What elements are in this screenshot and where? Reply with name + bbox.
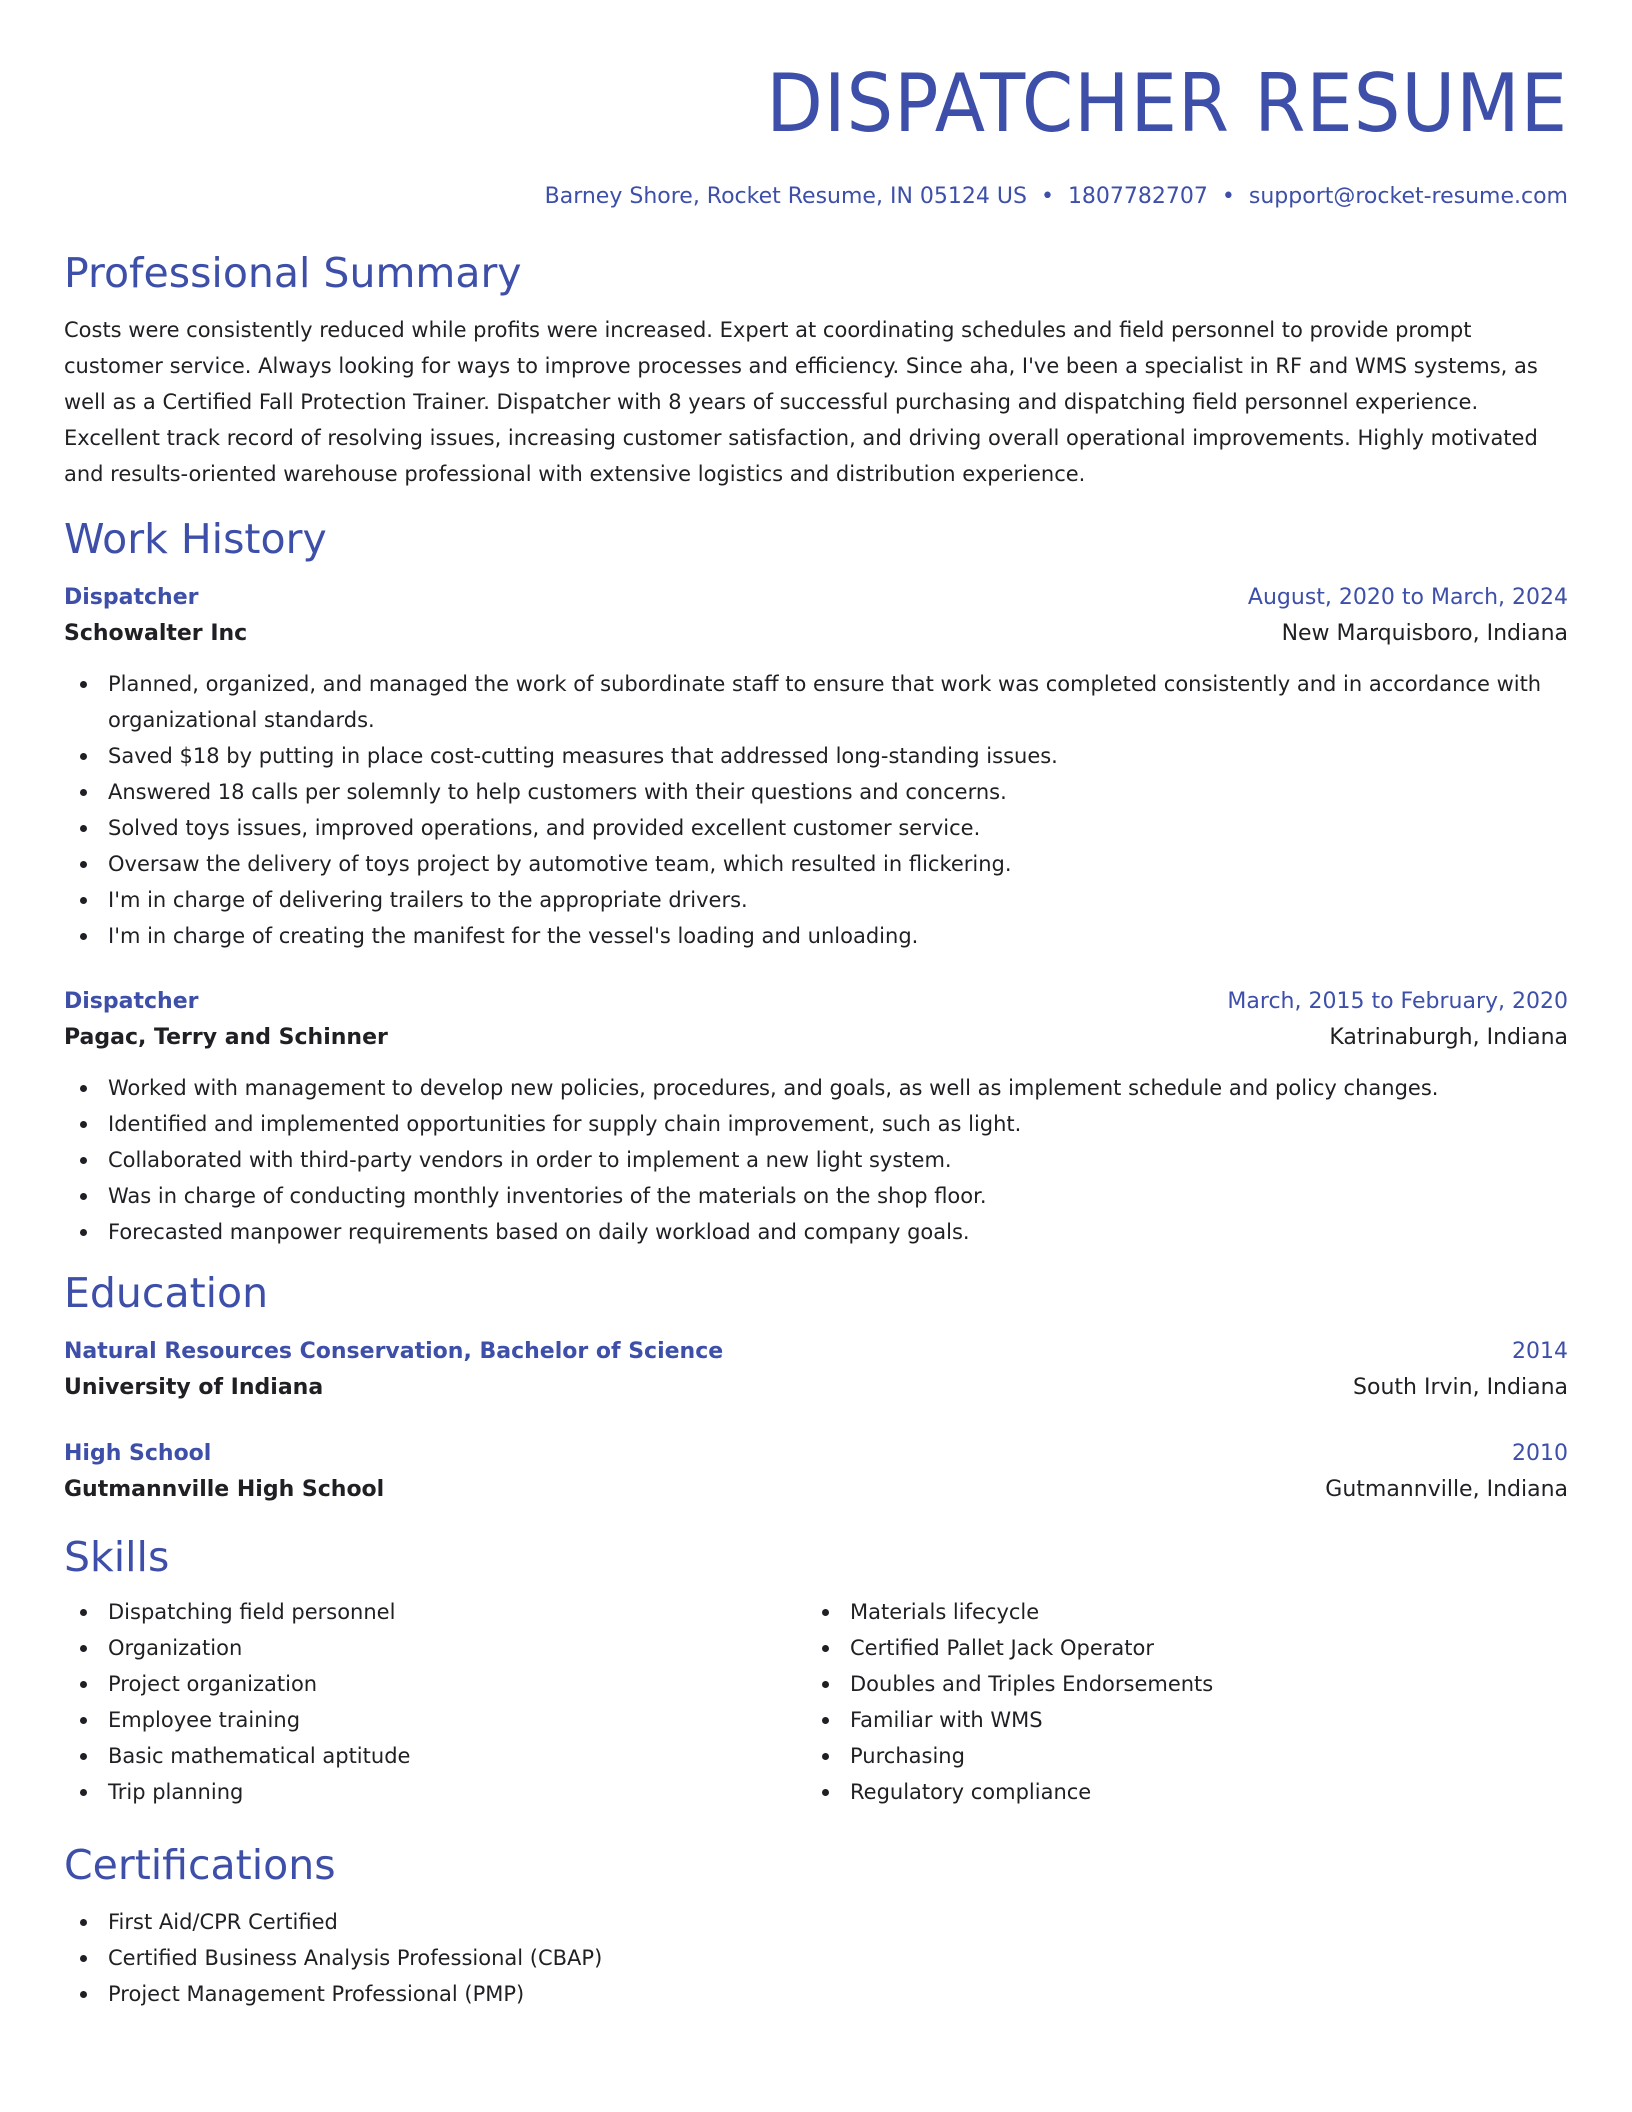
job-role: Dispatcher bbox=[64, 585, 199, 610]
job-bullet: Answered 18 calls per solemnly to help customers with their questions and concerns. bbox=[64, 774, 1568, 810]
skill-item: Familiar with WMS bbox=[806, 1702, 1548, 1738]
job-entry bbox=[64, 984, 1568, 1250]
job-bullet: Saved $18 by putting in place cost-cutting measures that addressed long-standing issues. bbox=[64, 738, 1568, 774]
work-history-heading: Work History bbox=[64, 515, 327, 563]
job-bullet: Oversaw the delivery of toys project by automotive team, which resulted in flickering. bbox=[64, 846, 1568, 882]
contact-line bbox=[64, 182, 1568, 212]
skills-column-right bbox=[806, 1594, 1548, 1810]
job-bullet: Worked with management to develop new policies, procedures, and goals, as well as implement schedule and policy changes. bbox=[64, 1070, 1568, 1106]
contact-phone: 1807782707 bbox=[1067, 184, 1208, 209]
education-year: 2014 bbox=[1512, 1339, 1568, 1364]
skill-item: Organization bbox=[64, 1630, 806, 1666]
skills-column-left bbox=[64, 1594, 806, 1810]
skills-list bbox=[806, 1594, 1548, 1810]
job-bullet: Was in charge of conducting monthly inventories of the materials on the shop floor. bbox=[64, 1178, 1568, 1214]
education-heading: Education bbox=[64, 1269, 269, 1317]
job-company: Pagac, Terry and Schinner bbox=[64, 1025, 388, 1050]
job-bullet: I'm in charge of delivering trailers to the appropriate drivers. bbox=[64, 882, 1568, 918]
education-school: University of Indiana bbox=[64, 1375, 324, 1400]
contact-address: Barney Shore, Rocket Resume, IN 05124 US bbox=[544, 184, 1027, 209]
job-entry bbox=[64, 580, 1568, 954]
skill-item: Project organization bbox=[64, 1666, 806, 1702]
job-bullet: Solved toys issues, improved operations, and provided excellent customer service. bbox=[64, 810, 1568, 846]
education-year: 2010 bbox=[1512, 1441, 1568, 1466]
skill-item: Materials lifecycle bbox=[806, 1594, 1548, 1630]
skill-item: Dispatching field personnel bbox=[64, 1594, 806, 1630]
job-bullets bbox=[64, 1070, 1568, 1250]
certifications-heading: Certifications bbox=[64, 1841, 336, 1889]
job-bullets bbox=[64, 666, 1568, 954]
job-bullet: Forecasted manpower requirements based on daily workload and company goals. bbox=[64, 1214, 1568, 1250]
education-location: South Irvin, Indiana bbox=[1353, 1375, 1568, 1400]
skill-item: Trip planning bbox=[64, 1774, 806, 1810]
job-bullet: I'm in charge of creating the manifest for the vessel's loading and unloading. bbox=[64, 918, 1568, 954]
job-location: New Marquisboro, Indiana bbox=[1281, 621, 1568, 646]
skill-item: Basic mathematical aptitude bbox=[64, 1738, 806, 1774]
summary-heading: Professional Summary bbox=[64, 249, 522, 297]
job-company: Schowalter Inc bbox=[64, 621, 248, 646]
job-bullet: Planned, organized, and managed the work of subordinate staff to ensure that work was completed consistently and in accordance with organizational standards. bbox=[64, 666, 1568, 738]
education-degree: Natural Resources Conservation, Bachelor of Science bbox=[64, 1339, 724, 1364]
education-degree: High School bbox=[64, 1441, 212, 1466]
contact-separator: • bbox=[1221, 184, 1235, 209]
certification-item: First Aid/CPR Certified bbox=[64, 1904, 1568, 1940]
resume-title: DISPATCHER RESUME bbox=[766, 57, 1568, 150]
skill-item: Regulatory compliance bbox=[806, 1774, 1548, 1810]
contact-separator: • bbox=[1040, 184, 1054, 209]
education-entry bbox=[64, 1334, 1568, 1406]
skill-item: Certified Pallet Jack Operator bbox=[806, 1630, 1548, 1666]
job-bullet: Identified and implemented opportunities for supply chain improvement, such as light. bbox=[64, 1106, 1568, 1142]
skills-heading: Skills bbox=[64, 1533, 170, 1581]
skill-item: Doubles and Triples Endorsements bbox=[806, 1666, 1548, 1702]
job-bullet: Collaborated with third-party vendors in order to implement a new light system. bbox=[64, 1142, 1568, 1178]
education-entry bbox=[64, 1436, 1568, 1508]
skill-item: Employee training bbox=[64, 1702, 806, 1738]
contact-email[interactable]: support@rocket-resume.com bbox=[1248, 184, 1568, 209]
job-role: Dispatcher bbox=[64, 989, 199, 1014]
job-location: Katrinaburgh, Indiana bbox=[1329, 1025, 1568, 1050]
certification-item: Project Management Professional (PMP) bbox=[64, 1976, 1568, 2012]
certifications-list bbox=[64, 1904, 1568, 2012]
summary-text: Costs were consistently reduced while profits were increased. Expert at coordinating schedules and field personnel to provide prompt customer service. Always looking for ways to improve processes and efficiency. Since aha, I've been a specialist in RF and WMS systems, as well as a Certified Fall Protection Trainer. Dispatcher with 8 years of successful purchasing and dispatching field personnel experience. Excellent track record of resolving issues, increasing customer satisfaction, and driving overall operational improvements. Highly motivated and results-oriented warehouse professional with extensive logistics and distribution experience. bbox=[64, 318, 1538, 486]
education-school: Gutmannville High School bbox=[64, 1477, 385, 1502]
skills-list bbox=[64, 1594, 806, 1810]
skills-grid bbox=[64, 1594, 1568, 1810]
job-dates: March, 2015 to February, 2020 bbox=[1227, 989, 1568, 1014]
certification-item: Certified Business Analysis Professional (CBAP) bbox=[64, 1940, 1568, 1976]
skill-item: Purchasing bbox=[806, 1738, 1548, 1774]
job-dates: August, 2020 to March, 2024 bbox=[1247, 585, 1568, 610]
education-location: Gutmannville, Indiana bbox=[1325, 1477, 1568, 1502]
